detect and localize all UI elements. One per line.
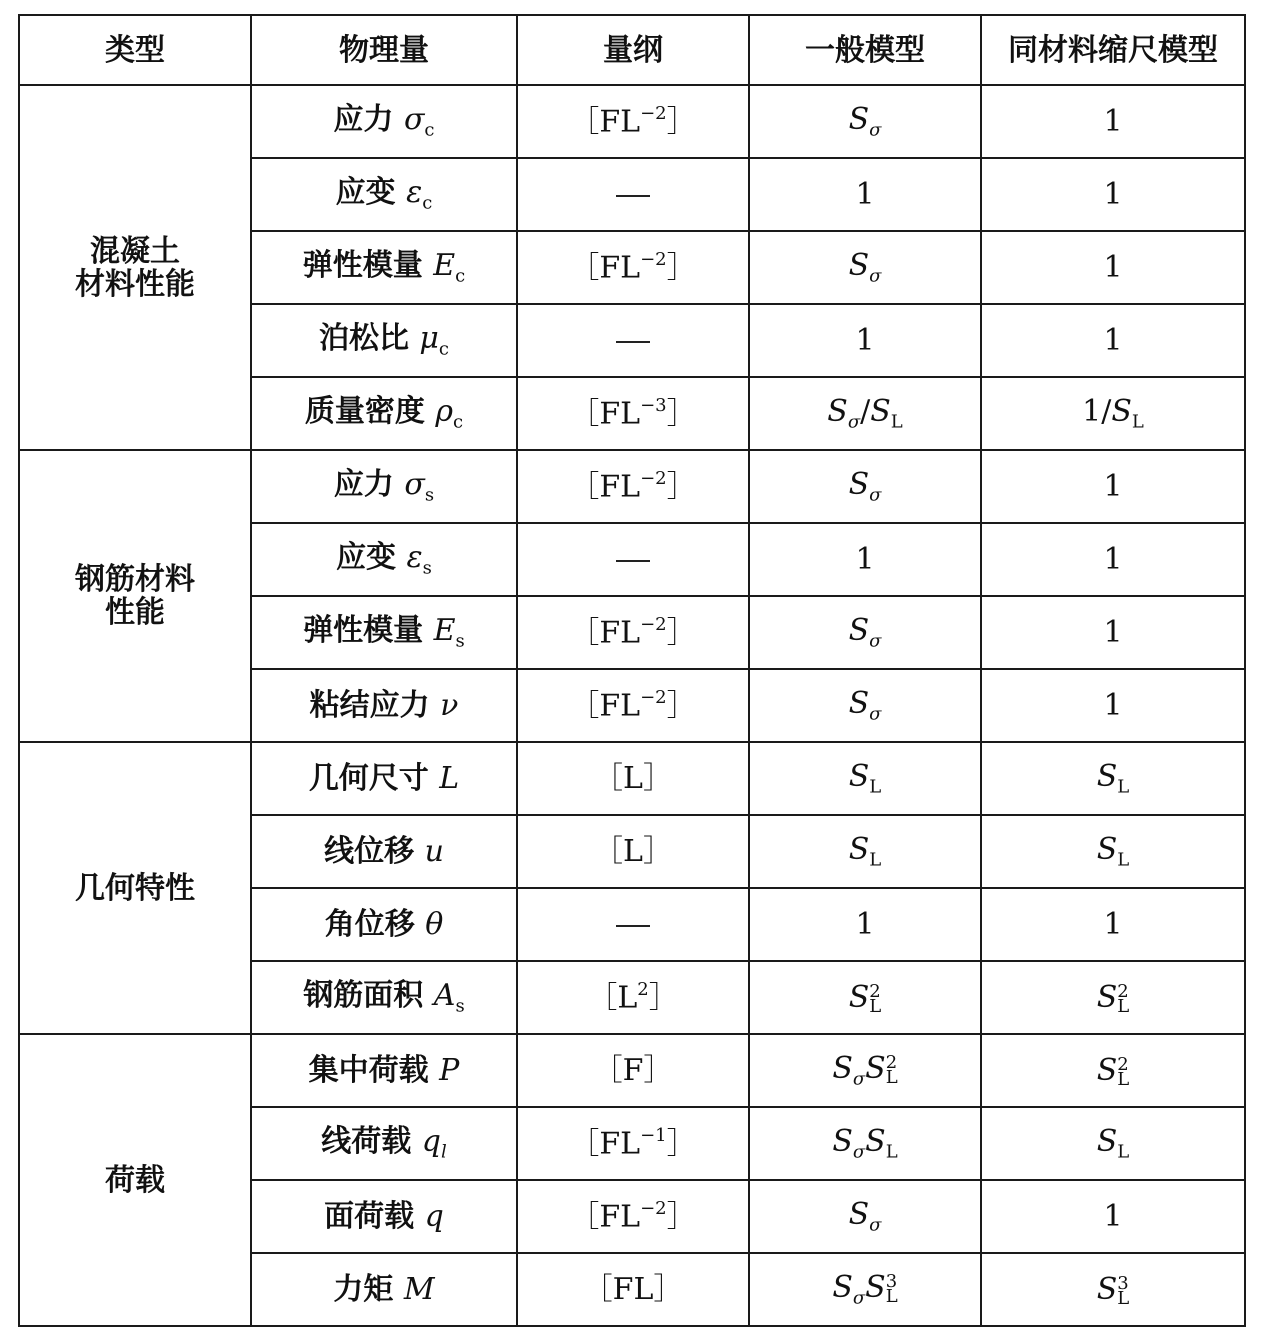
header-type: 类型 (19, 15, 251, 85)
quantity-name: 应力 (333, 466, 405, 502)
quantity-symbol: θ (425, 907, 444, 942)
group-name-line: 混凝土 (90, 233, 180, 269)
dimension-cell (517, 304, 749, 377)
scale-factor-length: S 2 L (1096, 979, 1130, 1017)
general-model-cell (749, 450, 981, 523)
scaled-model-cell: 1 (981, 304, 1245, 377)
quantity-cell (251, 1034, 517, 1107)
quantity-name: 线荷载 (321, 1123, 422, 1159)
scale-factor-stress: $S_\sigma$ (848, 612, 882, 652)
quantity-cell (251, 158, 517, 231)
scale-factor-stress: $S_\sigma$ (848, 466, 882, 506)
quantity-symbol: $\sigma_s$ (404, 466, 435, 506)
scale-factor-stress: $S_\sigma$ (832, 1050, 866, 1090)
scaled-model-cell: 1 (981, 85, 1245, 158)
quantity-name: 集中荷载 (308, 1053, 440, 1088)
scale-factor-length: $S_L$ (1096, 758, 1130, 798)
scale-factor-length: $S_L$ (1096, 831, 1130, 871)
header-scaled-model: 同材料缩尺模型 (981, 15, 1245, 85)
scaled-model-cell: 1 (981, 158, 1245, 231)
table-row (19, 85, 1245, 158)
table-header-row (19, 15, 1245, 85)
quantity-cell (251, 523, 517, 596)
scale-factor-length: S 2 L (1096, 1052, 1130, 1090)
scaled-model-cell: 1 (981, 596, 1245, 669)
quantity-cell (251, 961, 517, 1034)
table-row (19, 742, 1245, 815)
general-model-cell: 1 (749, 888, 981, 961)
em-dash (616, 195, 650, 197)
quantity-name: 应力 (333, 101, 404, 137)
quantity-cell (251, 1107, 517, 1180)
group-type-cell (19, 1034, 251, 1326)
scale-factor-stress: $S_\sigma$ (832, 1269, 866, 1309)
quantity-name: 质量密度 (304, 393, 436, 429)
dimension-cell: ［L］ (517, 742, 749, 815)
dimension-cell: $[FL^{-2}]$ (517, 450, 749, 523)
em-dash (616, 560, 650, 562)
dimension-cell: $[FL^{-2}]$ (517, 596, 749, 669)
general-model-cell: 1 (749, 158, 981, 231)
scale-factor-length: S 2 L (865, 1050, 898, 1088)
scaled-model-cell: 1 (981, 523, 1245, 596)
exponent: −2 (640, 103, 667, 125)
quantity-cell (251, 450, 517, 523)
quantity-symbol: M (403, 1272, 435, 1307)
table-row (19, 1034, 1245, 1107)
quantity-name: 线位移 (324, 834, 425, 869)
general-model-cell (749, 1180, 981, 1253)
quantity-name: 应变 (335, 174, 407, 210)
group-name-line: 钢筋材料 (75, 562, 195, 597)
quantity-symbol: P (439, 1053, 460, 1088)
quantity-name: 泊松比 (318, 320, 420, 356)
quantity-cell (251, 231, 517, 304)
general-model-cell: 1 (749, 523, 981, 596)
scaled-model-cell: 1 (981, 669, 1245, 742)
general-model-cell: 1 (749, 304, 981, 377)
quantity-cell (251, 1180, 517, 1253)
exponent: −1 (640, 1125, 667, 1147)
quantity-cell (251, 669, 517, 742)
quantity-symbol: $\sigma_c$ (403, 101, 435, 141)
dimension-cell (517, 158, 749, 231)
scale-factor-length: $S_L$ (1111, 393, 1144, 433)
quantity-name: 几何尺寸 (308, 761, 440, 796)
exponent: −3 (640, 395, 667, 417)
quantity-symbol: ν (440, 688, 459, 723)
scaled-model-cell: 1 (981, 231, 1245, 304)
dimension-cell: $[FL^{-3}]$ (517, 377, 749, 450)
general-model-cell (749, 596, 981, 669)
quantity-cell (251, 888, 517, 961)
general-model-cell (749, 1107, 981, 1180)
scale-factor-length: $S_L$ (848, 831, 882, 871)
dimension-cell: $[FL^{-2}]$ (517, 231, 749, 304)
quantity-name: 弹性模量 (303, 612, 434, 648)
quantity-symbol: L (439, 761, 460, 796)
scale-factor-stress: $S_\sigma$ (848, 247, 882, 287)
dimension-cell: $[L^2]$ (517, 961, 749, 1034)
quantity-symbol: u (424, 834, 444, 869)
scaled-model-cell: $1/S_L$ (981, 377, 1245, 450)
scale-factor-stress: $S_\sigma$ (832, 1123, 866, 1163)
quantity-symbol: $\varepsilon_s$ (406, 539, 432, 579)
general-model-cell (749, 1034, 981, 1107)
scale-factor-stress: $S_\sigma$ (827, 393, 861, 433)
quantity-symbol: $q_l$ (421, 1123, 447, 1163)
scale-factor-length: S 2 L (848, 979, 882, 1017)
scaled-model-cell (981, 961, 1245, 1034)
em-dash (616, 925, 650, 927)
quantity-symbol: $\rho_c$ (435, 393, 464, 433)
quantity-symbol: q (424, 1199, 444, 1234)
em-dash (616, 341, 650, 343)
dimension-cell (517, 523, 749, 596)
quantity-symbol: $E_s$ (433, 612, 465, 652)
scaled-model-cell: 1 (981, 450, 1245, 523)
scale-factor-stress: $S_\sigma$ (848, 101, 882, 141)
scaled-model-cell (981, 1107, 1245, 1180)
header-general-model: 一般模型 (749, 15, 981, 85)
general-model-cell (749, 85, 981, 158)
group-name-line: 荷载 (105, 1162, 165, 1198)
dimension-cell (517, 888, 749, 961)
similarity-table-page (18, 14, 1244, 1327)
scale-factor-stress: $S_\sigma$ (848, 685, 882, 725)
quantity-cell (251, 85, 517, 158)
dimension-cell: $[FL^{-1}]$ (517, 1107, 749, 1180)
scaled-model-cell: 1 (981, 888, 1245, 961)
general-model-cell (749, 231, 981, 304)
dimension-cell: $[FL^{-2}]$ (517, 1180, 749, 1253)
table-body (19, 85, 1245, 1326)
scaled-model-cell (981, 1034, 1245, 1107)
header-quantity: 物理量 (251, 15, 517, 85)
general-model-cell (749, 815, 981, 888)
general-model-cell (749, 1253, 981, 1326)
quantity-cell (251, 815, 517, 888)
general-model-cell (749, 669, 981, 742)
quantity-symbol: $A_s$ (433, 977, 465, 1017)
dimension-cell: $[FL^{-2}]$ (517, 85, 749, 158)
general-model-cell (749, 742, 981, 815)
group-type-cell (19, 742, 251, 1034)
dimension-cell: ［FL］ (517, 1253, 749, 1326)
group-name-line: 几何特性 (75, 870, 195, 906)
quantity-name: 应变 (336, 539, 407, 575)
similarity-table (18, 14, 1246, 1327)
scale-factor-length: $S_L$ (1096, 1123, 1130, 1163)
quantity-cell (251, 596, 517, 669)
scale-factor-length: $S_L$ (865, 1123, 898, 1163)
scaled-model-cell: 1 (981, 1180, 1245, 1253)
quantity-symbol: $\varepsilon_c$ (406, 174, 433, 214)
quantity-cell (251, 742, 517, 815)
group-type-cell (19, 450, 251, 742)
scaled-model-cell (981, 742, 1245, 815)
quantity-symbol: $\mu_c$ (419, 320, 450, 360)
exponent: 2 (637, 979, 649, 1001)
exponent: −2 (640, 614, 667, 636)
quantity-name: 角位移 (324, 907, 426, 942)
group-name-line: 性能 (105, 595, 165, 630)
scale-factor-stress: $S_\sigma$ (848, 1196, 882, 1236)
general-model-cell: $S_\sigma/S_L$ (749, 377, 981, 450)
exponent: −2 (640, 249, 667, 271)
exponent: −2 (640, 1198, 667, 1220)
quantity-symbol: $E_c$ (433, 247, 466, 287)
scale-factor-length: $S_L$ (848, 758, 882, 798)
scale-factor-length: S 3 L (865, 1269, 898, 1307)
exponent: −2 (640, 468, 667, 490)
quantity-name: 力矩 (333, 1272, 404, 1307)
group-name-line: 材料性能 (75, 266, 195, 302)
group-type-cell (19, 85, 251, 450)
header-dimension: 量纲 (517, 15, 749, 85)
exponent: −2 (640, 687, 667, 709)
scale-factor-length: $S_L$ (870, 393, 903, 433)
table-row (19, 450, 1245, 523)
scaled-model-cell (981, 815, 1245, 888)
quantity-name: 粘结应力 (309, 688, 441, 723)
scale-factor-length: S 3 L (1096, 1271, 1130, 1309)
quantity-name: 弹性模量 (302, 247, 434, 283)
quantity-cell (251, 304, 517, 377)
quantity-name: 钢筋面积 (303, 977, 434, 1013)
general-model-cell (749, 961, 981, 1034)
quantity-cell (251, 377, 517, 450)
quantity-cell (251, 1253, 517, 1326)
scaled-model-cell (981, 1253, 1245, 1326)
dimension-cell: ［L］ (517, 815, 749, 888)
quantity-name: 面荷载 (324, 1199, 425, 1234)
dimension-cell: $[FL^{-2}]$ (517, 669, 749, 742)
dimension-cell: ［F］ (517, 1034, 749, 1107)
